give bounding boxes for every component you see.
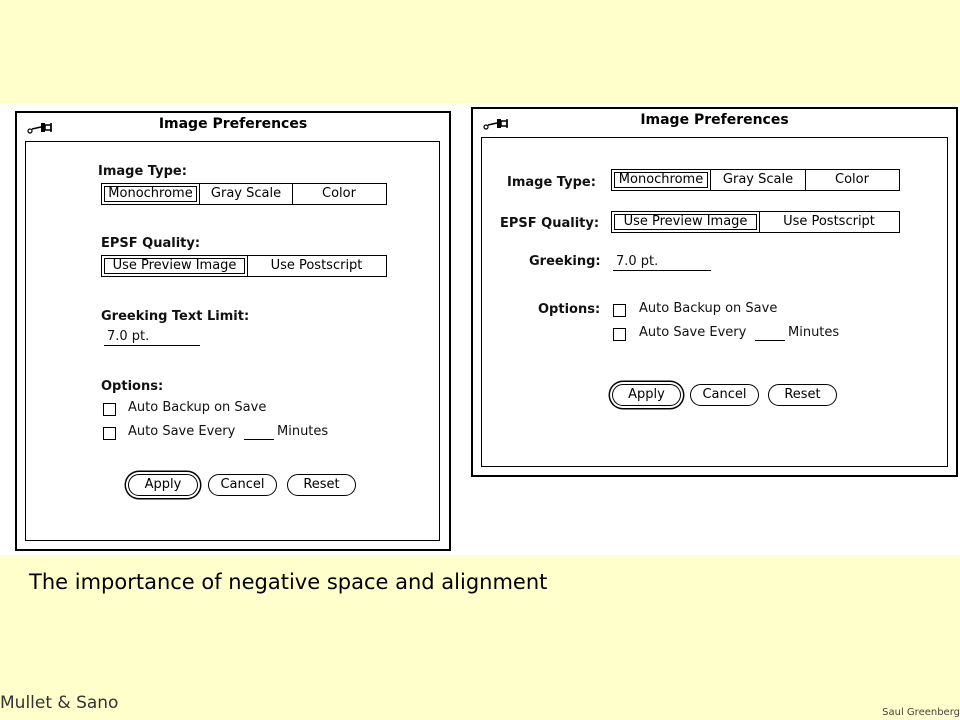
left-dialog-titlebar — [17, 113, 449, 135]
right-image-type-monochrome[interactable]: Monochrome — [612, 170, 710, 190]
left-auto-backup-checkbox[interactable] — [103, 403, 116, 416]
right-greeking-underline — [613, 270, 711, 271]
right-auto-save-prefix: Auto Save Every — [639, 325, 747, 340]
right-dialog-window — [471, 107, 958, 477]
right-dialog-pane — [481, 137, 948, 467]
left-options-label: Options: — [101, 379, 164, 394]
left-auto-save-prefix: Auto Save Every — [128, 424, 236, 439]
left-epsf-selector — [101, 255, 387, 277]
pushpin-icon[interactable] — [483, 115, 511, 137]
right-epsf-postscript[interactable]: Use Postscript — [759, 212, 898, 232]
right-auto-save-minutes-field[interactable] — [755, 340, 785, 341]
right-greeking-label: Greeking: — [529, 254, 601, 269]
left-dialog-window — [15, 111, 451, 551]
left-greeking-value[interactable]: 7.0 pt. — [107, 329, 150, 344]
left-image-type-monochrome[interactable]: Monochrome — [102, 184, 199, 204]
left-dialog-title: Image Preferences — [158, 116, 308, 132]
right-image-type-color[interactable]: Color — [805, 170, 898, 190]
left-dialog-pane — [25, 141, 440, 541]
right-epsf-label: EPSF Quality: — [500, 216, 600, 231]
right-auto-backup-label: Auto Backup on Save — [639, 301, 778, 316]
screenshot-comparison — [0, 103, 960, 555]
right-dialog-titlebar — [473, 109, 956, 131]
left-image-type-selector — [101, 183, 387, 205]
slide-caption: The importance of negative space and alignment — [29, 570, 548, 594]
left-auto-save-minutes-field[interactable] — [244, 439, 274, 440]
right-image-type-selector — [611, 169, 900, 191]
left-auto-save-suffix: Minutes — [277, 424, 329, 439]
left-epsf-label: EPSF Quality: — [101, 236, 201, 251]
right-reset-button[interactable]: Reset — [768, 384, 837, 406]
right-image-type-grayscale[interactable]: Gray Scale — [710, 170, 805, 190]
left-greeking-label: Greeking Text Limit: — [101, 309, 250, 324]
right-apply-button[interactable]: Apply — [612, 384, 681, 406]
credit-left: Mullet & Sano — [0, 693, 119, 713]
left-greeking-underline — [104, 345, 200, 346]
left-image-type-color[interactable]: Color — [292, 184, 385, 204]
left-epsf-postscript[interactable]: Use Postscript — [247, 256, 385, 276]
right-epsf-preview[interactable]: Use Preview Image — [612, 212, 759, 232]
right-dialog-title: Image Preferences — [640, 112, 789, 128]
left-apply-button[interactable]: Apply — [128, 474, 198, 496]
left-reset-button[interactable]: Reset — [287, 474, 356, 496]
right-auto-save-checkbox[interactable] — [613, 328, 626, 341]
right-epsf-selector — [611, 211, 900, 233]
right-cancel-button[interactable]: Cancel — [690, 384, 759, 406]
right-auto-backup-checkbox[interactable] — [613, 304, 626, 317]
right-auto-save-suffix: Minutes — [788, 325, 840, 340]
right-image-type-label: Image Type: — [507, 175, 596, 190]
right-options-label: Options: — [538, 302, 601, 317]
left-auto-save-checkbox[interactable] — [103, 427, 116, 440]
left-cancel-button[interactable]: Cancel — [208, 474, 277, 496]
left-image-type-grayscale[interactable]: Gray Scale — [199, 184, 292, 204]
left-epsf-preview[interactable]: Use Preview Image — [102, 256, 247, 276]
credit-right: Saul Greenberg — [882, 707, 960, 718]
pushpin-icon[interactable] — [27, 119, 55, 141]
right-greeking-value[interactable]: 7.0 pt. — [616, 254, 659, 269]
left-auto-backup-label: Auto Backup on Save — [128, 400, 267, 415]
left-image-type-label: Image Type: — [98, 164, 187, 179]
